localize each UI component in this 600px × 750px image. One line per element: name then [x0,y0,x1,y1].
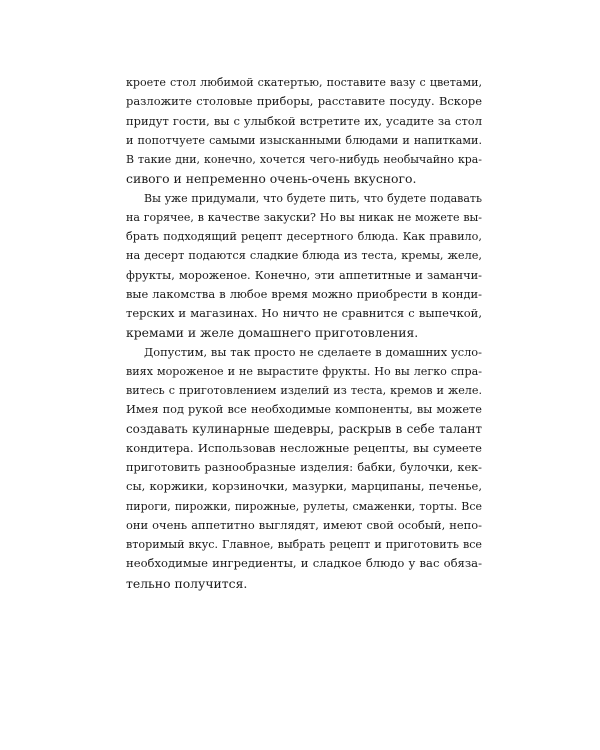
text-line: Имея под рукой все необходимые компоненты, вы можете [126,402,482,417]
paragraph-2 [126,189,482,343]
text-line: кроете стол любимой скатертью, поставите вазу с цветами, [126,76,482,89]
text-line: виях мороженое и не вырастите фрукты. Но вы легко спра- [126,364,482,378]
paragraph-1 [126,73,482,189]
text-line: придут гости, вы с улыбкой встретите их, усадите за стол [126,113,482,128]
text-line: разложите столовые приборы, расставите посуду. Вскоре [126,94,482,109]
text-line: брать подходящий рецепт десертного блюда. Как правило, [126,230,482,243]
text-line: и попотчуете самыми изысканными блюдами и напитками. [126,133,482,147]
body-text [126,73,482,593]
paragraph-3 [126,343,482,593]
text-line: Вы уже придумали, что будете пить, что будете подавать [144,191,482,205]
text-line: терских и магазинах. Но ничто не сравнится с выпечкой, [126,306,482,320]
text-line: на десерт подаются сладкие блюда из теста, кремы, желе, [126,249,482,263]
text-line: вые лакомства в любое время можно приобрести в конди- [126,286,482,301]
text-line: фрукты, мороженое. Конечно, эти аппетитные и заманчи- [126,267,482,282]
text-line: приготовить разнообразные изделия: бабки, булочки, кек- [126,461,482,474]
text-line: кондитера. Использовав несложные рецепты, вы сумеете [126,440,482,455]
text-line: они очень аппетитно выглядят, имеют свой особый, непо- [126,517,482,532]
text-line: витесь с приготовлением изделий из теста, кремов и желе. [126,384,482,397]
text-line: сивого и непременно очень-очень вкусного. [126,171,417,187]
text-line: необходимые ингредиенты, и сладкое блюдо у вас обяза- [126,556,482,571]
text-line: пироги, пирожки, пирожные, рулеты, смаженки, торты. Все [126,499,482,513]
text-line: кремами и желе домашнего приготовления. [126,325,419,341]
text-line: Допустим, вы так просто не сделаете в домашних усло- [144,344,482,359]
text-line: В такие дни, конечно, хочется чего-нибудь необычайно кра- [126,153,482,166]
text-line: тельно получится. [126,575,248,591]
text-line: создавать кулинарные шедевры, раскрыв в себе талант [126,421,482,436]
text-line: на горячее, в качестве закуски? Но вы никак не можете вы- [126,210,482,224]
text-line: сы, коржики, корзиночки, мазурки, марципаны, печенье, [126,479,482,494]
text-line: вторимый вкус. Главное, выбрать рецепт и приготовить все [126,538,482,551]
